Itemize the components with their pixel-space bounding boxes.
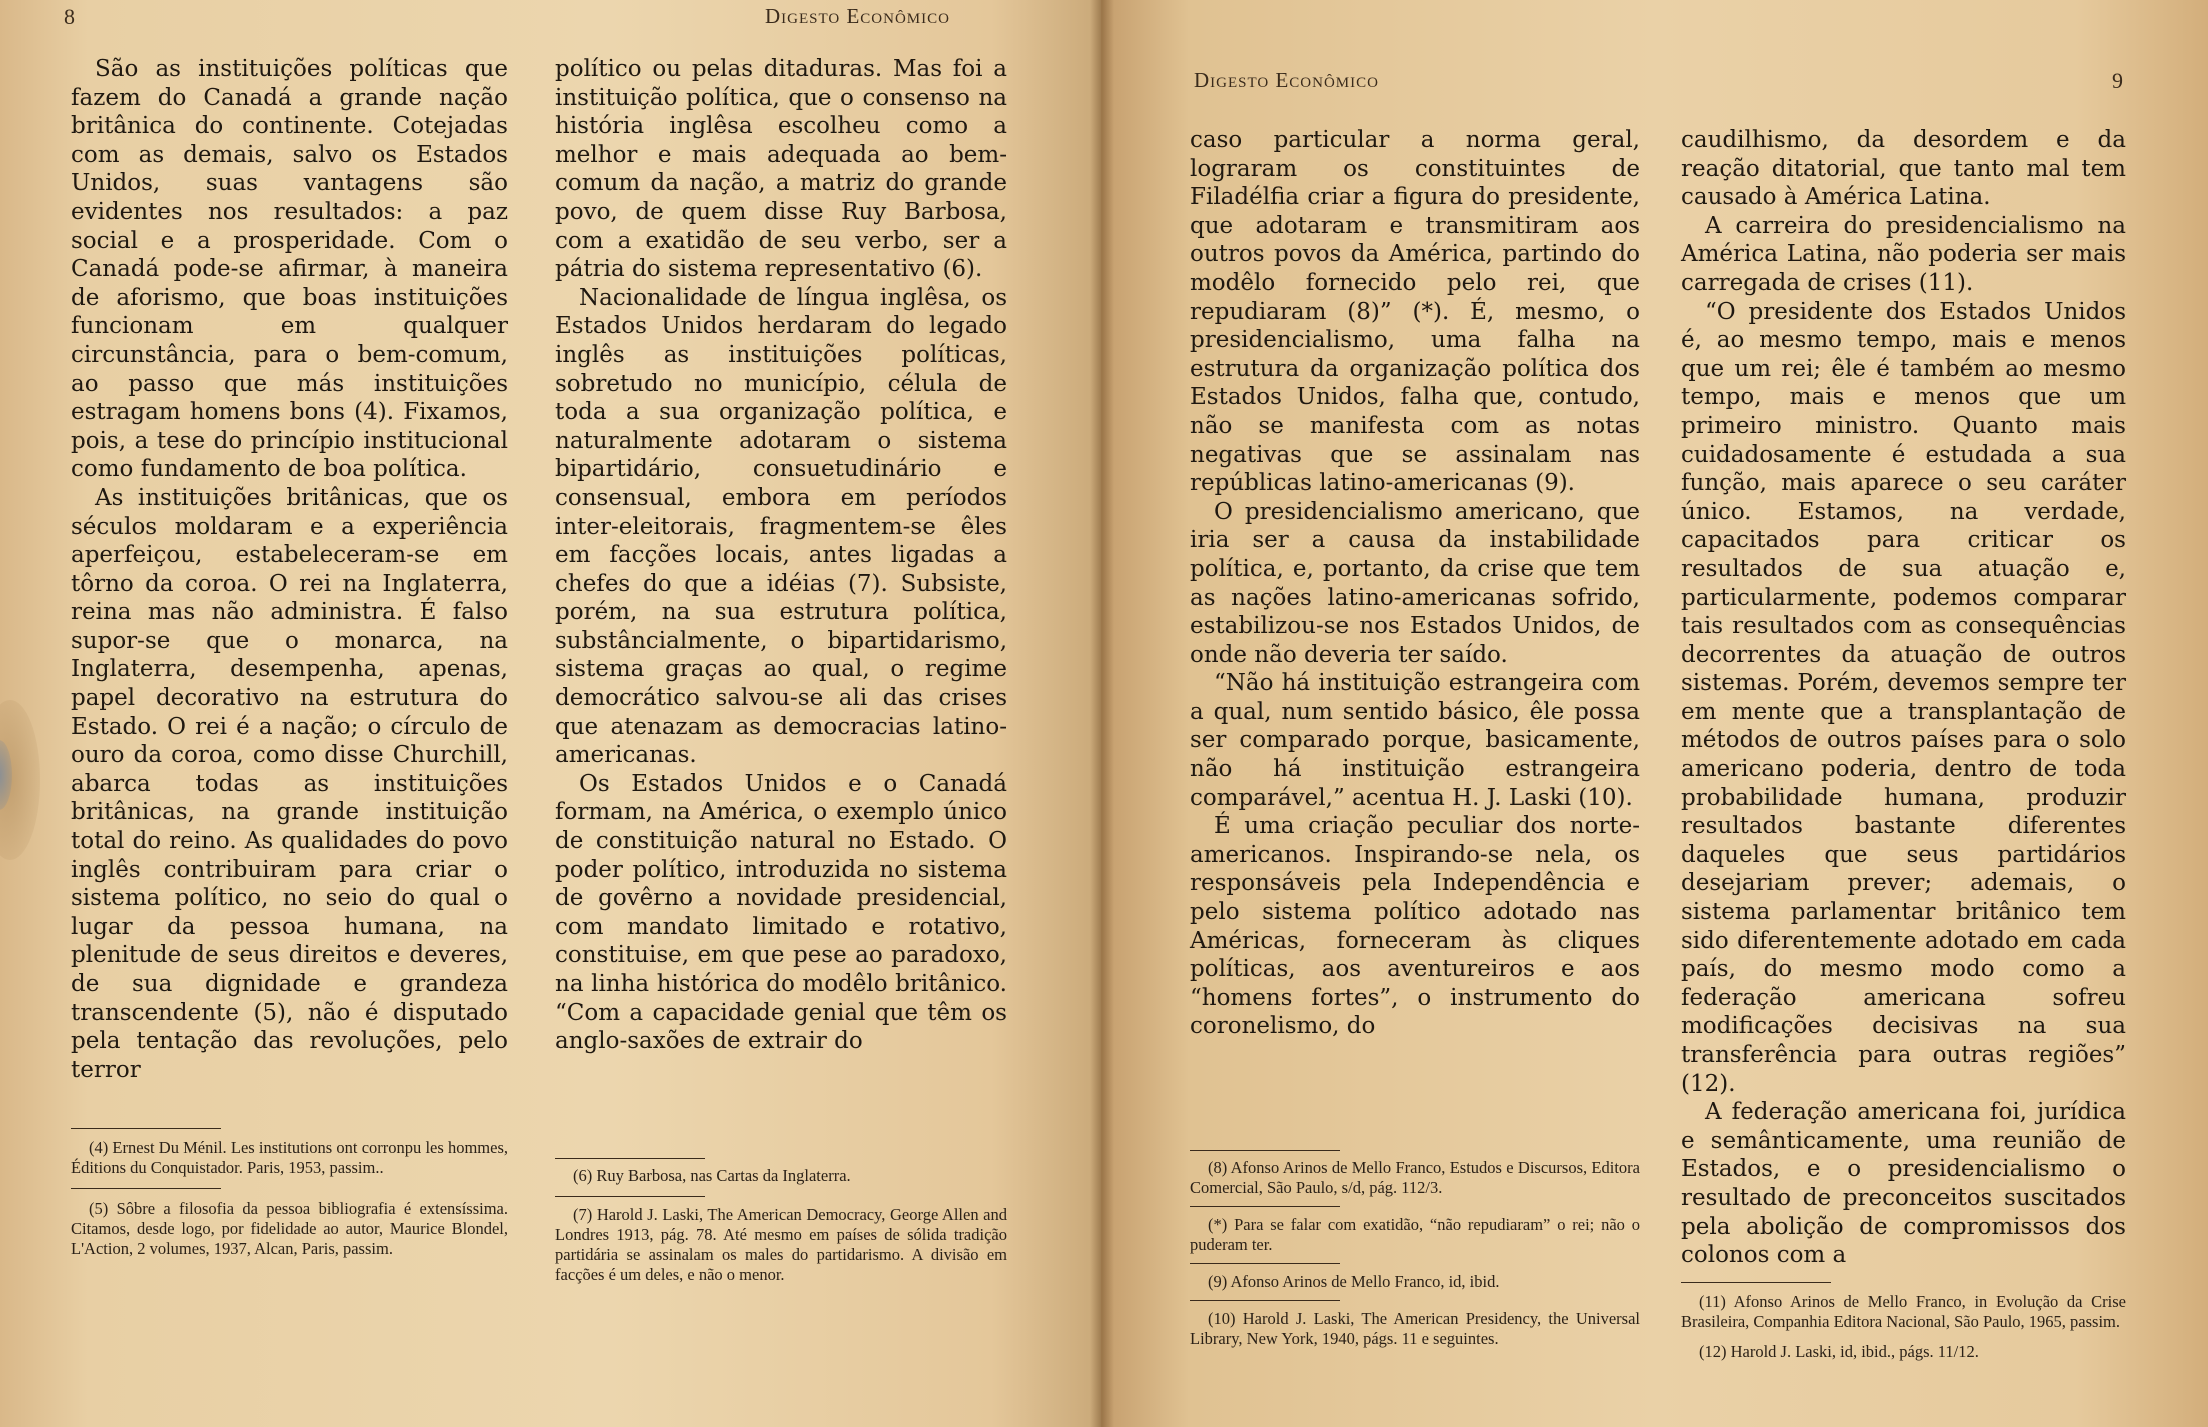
paragraph: “O presidente dos Estados Unidos é, ao mesmo tempo, mais e menos que um rei; êle é também ao mesmo tempo, mais e menos que um primeiro ministro. Quanto mais cuidadosamente é estudada a sua função, mais aparece o seu caráter único. Estamos, na verdade, capacitados para criticar os resultados de sua atuação e, particularmente, podemos comparar tais resultados com as consequências decorrentes da atuação de outros sistemas. Porém, devemos sempre ter em mente que a transplantação de métodos de outros países para o solo americano poderia, dentro de toda probabilidade humana, produzir resultados bastante diferentes daqueles que seus partidários desejariam prever; ademais, o sistema parlamentar britânico tem sido diferentemente adotado em cada país, do mesmo modo como a federação americana sofreu modificações decisivas na sua transferência para outras regiões” (12). <box>1681 298 2126 1097</box>
paragraph: caudilhismo, da desordem e da reação ditatorial, que tanto mal tem causado à América Latina. <box>1681 127 2126 211</box>
footnote: (5) Sôbre a filosofia da pessoa bibliografia é extensíssima. Citamos, desde logo, por fidelidade ao autor, Maurice Blondel, L'Action, 2 volumes, 1937, Alcan, Paris, passim. <box>71 1199 508 1258</box>
paragraph: As instituições britânicas, que os séculos moldaram e a experiência aperfeiçou, estabeleceram-se em tôrno da coroa. O rei na Inglaterra, reina mas não administra. É falso supor-se que o monarca, na Inglaterra, desempenha, apenas, papel decorativo na estrutura do Estado. O rei é a nação; o círculo de ouro da coroa, como disse Churchill, abarca todas as instituições britânicas, na grande instituição total do reino. As qualidades do povo inglês contribuiram para criar o sistema político, no seio do qual o lugar da pessoa humana, na plenitude de seus direitos e deveres, de sua dignidade e grandeza transcendente (5), não é disputado pela tentação das revoluções, pelo terror <box>71 484 508 1083</box>
page-number: 8 <box>64 4 75 29</box>
footnote: (*) Para se falar com exatidão, “não repudiaram” o rei; não o puderam ter. <box>1190 1215 1640 1254</box>
footnotes-column-1 <box>71 1138 508 1259</box>
footnote: (4) Ernest Du Ménil. Les institutions ont corronpu les hommes, Éditions du Conquistador. Paris, 1953, passim.. <box>71 1138 508 1177</box>
footnote: (8) Afonso Arinos de Mello Franco, Estudos e Discursos, Editora Comercial, São Paulo, s/d, pág. 112/3. <box>1190 1158 1640 1197</box>
footnote: (7) Harold J. Laski, The American Democracy, George Allen and Londres 1913, pág. 78. Até mesmo em países de sólida tradição partidária se assinalam os males do partidarismo. A divisão em facções é um deles, e não o menor. <box>555 1205 1007 1284</box>
paragraph: “Não há instituição estrangeira com a qual, num sentido básico, êle possa ser comparado porque, basicamente, não há instituição estrangeira comparável,” acentua H. J. Laski (10). <box>1190 670 1640 811</box>
page-number: 9 <box>2112 68 2123 93</box>
book-gutter <box>1090 0 1114 1427</box>
footnote-rule <box>555 1158 705 1159</box>
footnote-rule <box>1190 1150 1340 1151</box>
text-column-1 <box>1190 126 1640 1041</box>
footnote: (9) Afonso Arinos de Mello Franco, id, ibid. <box>1208 1272 1500 1291</box>
paragraph: O presidencialismo americano, que iria ser a causa da instabilidade política, e, portanto, da crise que tem as nações latino-americanas sofrido, estabilizou-se nos Estados Unidos, de onde não deveria ter saído. <box>1190 498 1640 668</box>
text-column-1 <box>71 55 508 1084</box>
text-column-2 <box>1681 126 2126 1270</box>
paragraph: A carreira do presidencialismo na América Latina, não poderia ser mais carregada de crises (11). <box>1681 212 2126 296</box>
paragraph: político ou pelas ditaduras. Mas foi a instituição política, que o consenso na história inglêsa escolheu como a melhor e mais adequada ao bem-comum da nação, a matriz do grande povo, de quem disse Ruy Barbosa, com a exatidão de seu verbo, ser a pátria do sistema representativo (6). <box>555 56 1007 283</box>
paragraph: São as instituições políticas que fazem do Canadá a grande nação britânica do continente. Cotejadas com as demais, salvo os Estados Unidos, suas vantagens são evidentes nos resultados: a paz social e a prosperidade. Com o Canadá pode-se afirmar, à maneira de aforismo, que boas instituições funcionam em qualquer circunstância, para o bem-comum, ao passo que más instituições estragam homens bons (4). Fixamos, pois, a tese do princípio institucional como fundamento de boa política. <box>71 56 508 483</box>
footnotes-column-1 <box>1190 1158 1640 1349</box>
text-column-2 <box>555 55 1007 1056</box>
running-head: Digesto Econômico <box>765 4 950 28</box>
left-page <box>0 0 1101 1427</box>
footnote: (12) Harold J. Laski, id, ibid., págs. 11/12. <box>1699 1342 1979 1361</box>
paragraph: É uma criação peculiar dos norte-americanos. Inspirando-se nela, os responsáveis pela Independência e pelo sistema político adotado nas Américas, forneceram às cliques políticas, aos aventureiros e aos “homens fortes”, o instrumento do coronelismo, do <box>1190 813 1640 1040</box>
footnote-rule <box>1681 1282 1831 1283</box>
footnote-rule <box>71 1128 221 1129</box>
paragraph: caso particular a norma geral, lograram os constituintes de Filadélfia criar a figura do presidente, que adotaram e transmitiram aos outros povos da América, partindo do modêlo fornecido pelo rei, que repudiaram (8)” (*). É, mesmo, o presidencialismo, uma falha na estrutura da organização política dos Estados Unidos, falha que, contudo, não se manifesta com as notas negativas que se assinalam nas repúblicas latino-americanas (9). <box>1190 127 1640 497</box>
running-head: Digesto Econômico <box>1194 68 1379 92</box>
paragraph: Nacionalidade de língua inglêsa, os Estados Unidos herdaram do legado inglês as instituições políticas, sobretudo no município, célula de toda a sua organização política, e naturalmente adotaram o sistema bipartidário, consuetudinário e consensual, embora em períodos inter-eleitorais, fragmentem-se êles em facções locais, antes ligadas a chefes do que a idéias (7). Subsiste, porém, na sua estrutura política, substâncialmente, o bipartidarismo, sistema graças ao qual, o regime democrático salvou-se ali das crises que atenazam as democracias latino-americanas. <box>555 284 1007 769</box>
right-page <box>1101 0 2208 1427</box>
footnote: (10) Harold J. Laski, The American Presidency, the Universal Library, New York, 1940, págs. 11 e seguintes. <box>1190 1309 1640 1348</box>
footnotes-column-2 <box>555 1166 1007 1285</box>
paragraph: A federação americana foi, jurídica e semânticamente, uma reunião de Estados, e o presidencialismo o resultado de preconceitos suscitados pela abolição de compromissos dos colonos com a <box>1681 1099 2126 1269</box>
paragraph: Os Estados Unidos e o Canadá formam, na América, o exemplo único de constituição natural no Estado. O poder político, introduzida no sistema de govêrno a novidade presidencial, com mandato limitado e rotativo, constituise, em que pese ao paradoxo, na linha histórica do modêlo britânico. “Com a capacidade genial que têm os anglo-saxões de extrair do <box>555 770 1007 1055</box>
footnote: (6) Ruy Barbosa, nas Cartas da Inglaterra. <box>573 1166 851 1185</box>
footnote: (11) Afonso Arinos de Mello Franco, in Evolução da Crise Brasileira, Companhia Editora Nacional, São Paulo, 1965, passim. <box>1681 1292 2126 1331</box>
footnotes-column-2 <box>1681 1292 2126 1362</box>
